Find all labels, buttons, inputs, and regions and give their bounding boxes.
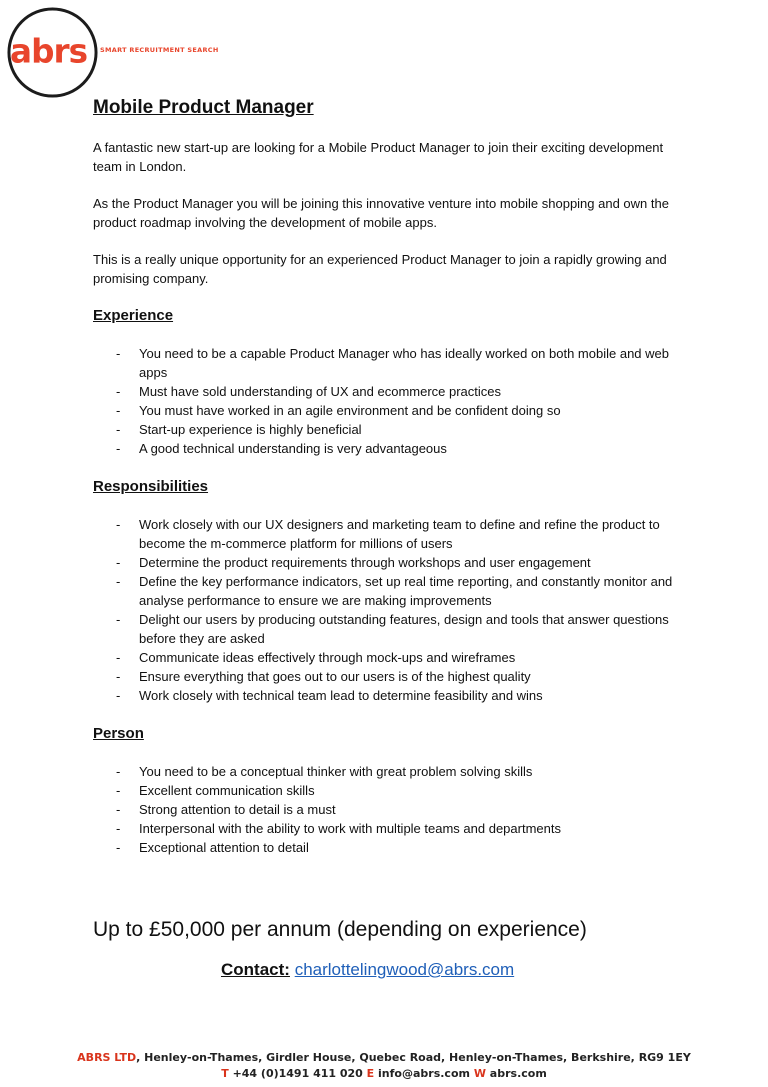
list-item: - Delight our users by producing outstanding features, design and tools that answer questions before they are asked	[93, 610, 673, 648]
list-item: - Exceptional attention to detail	[93, 838, 673, 857]
list-item: - Excellent communication skills	[93, 781, 673, 800]
intro-paragraph: This is a really unique opportunity for an experienced Product Manager to join a rapidly growing and promising company.	[93, 252, 667, 286]
experience-list	[93, 344, 673, 458]
list-item: - Interpersonal with the ability to work with multiple teams and departments	[93, 819, 673, 838]
section-heading-experience: Experience	[93, 307, 174, 324]
list-item: - Start-up experience is highly beneficial	[93, 420, 673, 439]
svg-text:abrs: abrs	[10, 32, 88, 71]
section-heading-person: Person	[93, 725, 144, 742]
responsibilities-list	[93, 515, 673, 705]
list-item: - You need to be a conceptual thinker with great problem solving skills	[93, 762, 673, 781]
list-item: - Must have sold understanding of UX and ecommerce practices	[93, 382, 673, 401]
intro-paragraph: A fantastic new start-up are looking for a Mobile Product Manager to join their exciting development team in London.	[93, 140, 664, 174]
footer-contact-line	[0, 1066, 768, 1082]
footer	[0, 1050, 768, 1082]
footer-web-label: W	[473, 1067, 486, 1080]
footer-address: , Henley-on-Thames, Girdler House, Quebec Road, Henley-on-Thames, Berkshire, RG9 1EY	[136, 1051, 691, 1064]
intro-paragraph: As the Product Manager you will be joining this innovative venture into mobile shopping and own the product roadmap involving the development of mobile apps.	[93, 196, 669, 230]
list-item: - You must have worked in an agile environment and be confident doing so	[93, 401, 673, 420]
list-item: - Work closely with our UX designers and marketing team to define and refine the product to become the m-commerce platform for millions of users	[93, 515, 673, 553]
job-description	[93, 96, 673, 876]
contact-email-link[interactable]: charlottelingwood@abrs.com	[294, 960, 515, 979]
contact-label: Contact:	[221, 960, 290, 979]
abrs-logo	[5, 5, 100, 100]
footer-email-label: E	[366, 1067, 375, 1080]
person-list	[93, 762, 673, 857]
list-item: - Define the key performance indicators, set up real time reporting, and constantly monitor and analyse performance to ensure we are making improvements	[93, 572, 673, 610]
list-item: - A good technical understanding is very advantageous	[93, 439, 673, 458]
contact-line	[221, 959, 514, 981]
footer-email[interactable]: info@abrs.com	[378, 1067, 470, 1080]
list-item: - Strong attention to detail is a must	[93, 800, 673, 819]
list-item: - You need to be a capable Product Manager who has ideally worked on both mobile and web apps	[93, 344, 673, 382]
salary-text: Up to £50,000 per annum (depending on experience)	[93, 918, 587, 941]
list-item: - Determine the product requirements through workshops and user engagement	[93, 553, 673, 572]
section-heading-responsibilities: Responsibilities	[93, 478, 209, 495]
list-item: - Work closely with technical team lead to determine feasibility and wins	[93, 686, 673, 705]
footer-company: ABRS LTD	[77, 1051, 137, 1064]
logo-tagline: SMART RECRUITMENT SEARCH	[100, 46, 219, 54]
footer-phone-label: T	[221, 1067, 229, 1080]
footer-web[interactable]: abrs.com	[489, 1067, 547, 1080]
list-item: - Ensure everything that goes out to our users is of the highest quality	[93, 667, 673, 686]
footer-phone: +44 (0)1491 411 020	[232, 1067, 363, 1080]
list-item: - Communicate ideas effectively through mock-ups and wireframes	[93, 648, 673, 667]
page-title: Mobile Product Manager	[93, 97, 314, 118]
footer-address-line	[0, 1050, 768, 1066]
